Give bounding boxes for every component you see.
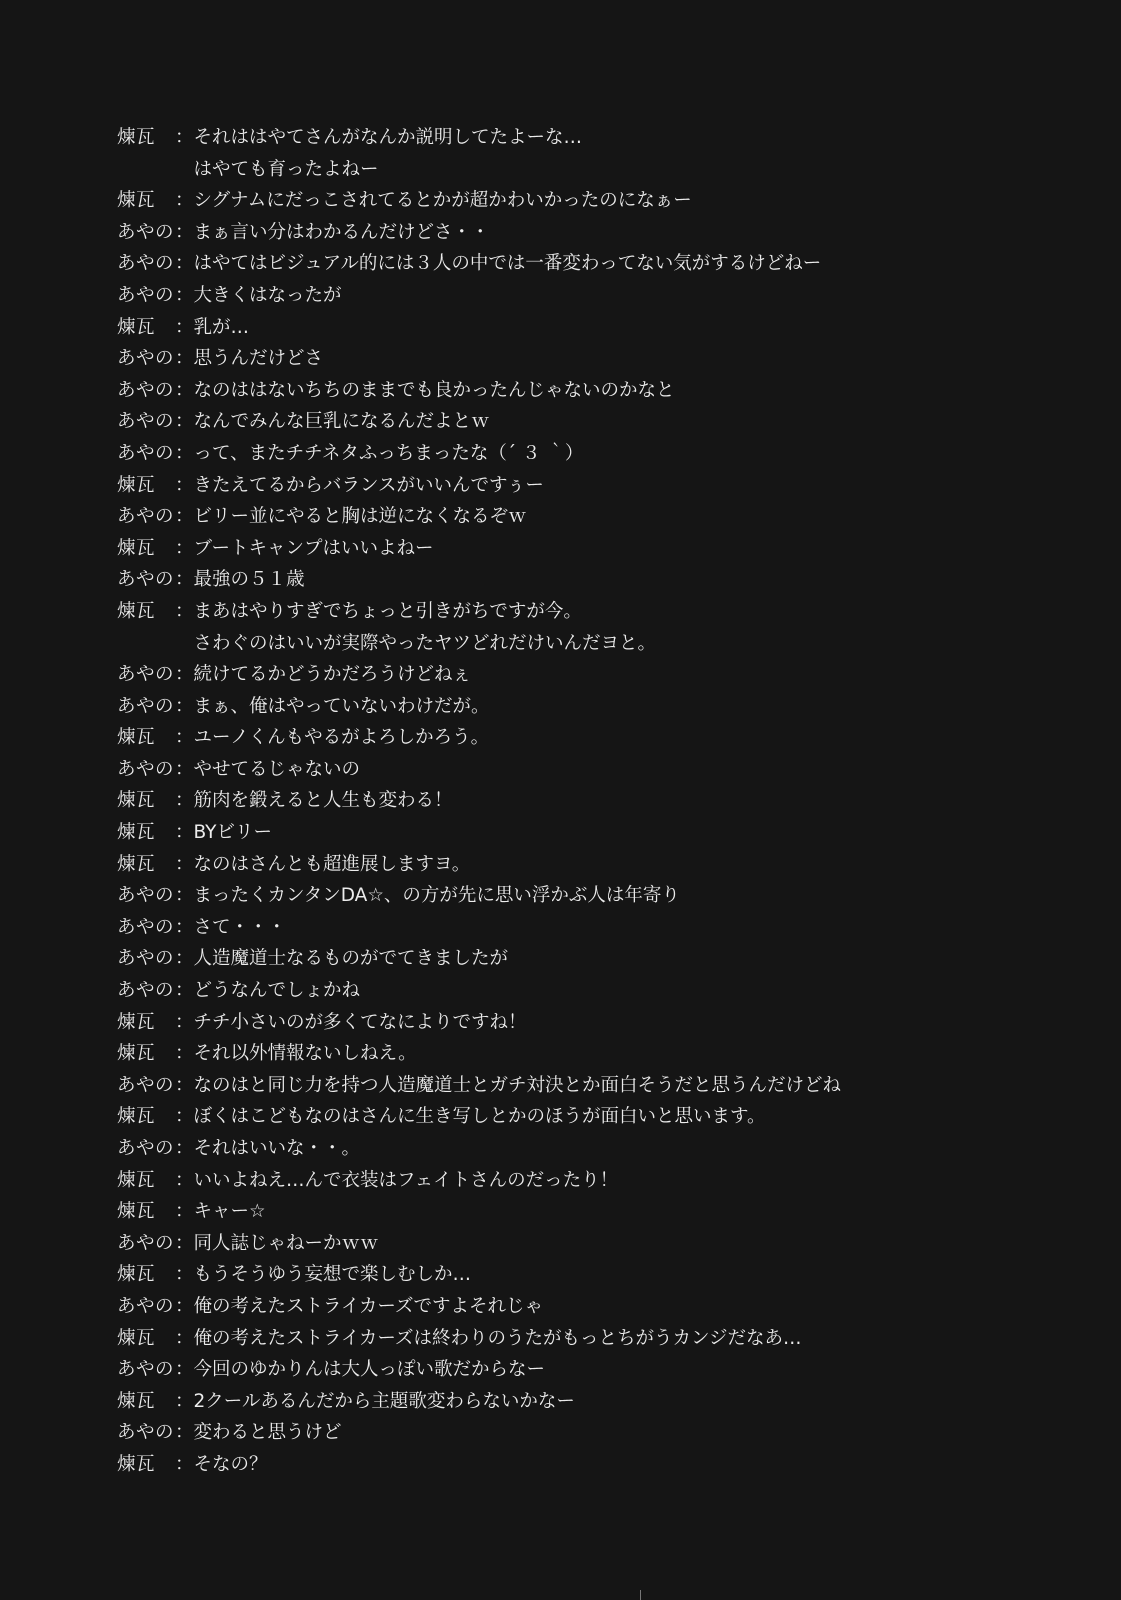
line-text: ：それはいいな・・。 [175, 1138, 361, 1159]
transcript-line [117, 438, 1017, 470]
speaker-name: あやの [117, 253, 175, 275]
line-text: ：筋肉を鍛えると人生も変わる！ [175, 790, 453, 812]
speaker-name: 煉瓦 [117, 127, 156, 148]
line-text: ：ぼくはこどもなのはさんに生き写しとかのほうが面白いと思います。 [175, 1106, 766, 1128]
line-text: ：どうなんでしょかね [175, 980, 361, 1002]
line-text: ：はやてはビジュアル的には３人の中では一番変わってない気がするけどねー [175, 253, 822, 275]
line-text: ：最強の５１歳 [175, 569, 305, 591]
chat-transcript [117, 122, 1017, 1481]
line-text: ：ブートキャンプはいいよねー [175, 537, 434, 559]
transcript-line [117, 406, 1017, 438]
speaker-name: 煉瓦 [117, 790, 156, 812]
speaker-name: あやの [117, 948, 175, 970]
speaker-name: あやの [117, 221, 175, 243]
speaker-name: あやの [117, 569, 175, 591]
transcript-line [117, 691, 1017, 723]
transcript-line [117, 185, 1017, 217]
speaker-name: あやの [117, 885, 175, 907]
speaker-name: 煉瓦 [117, 853, 156, 875]
transcript-line [117, 596, 1017, 628]
speaker-name: あやの [117, 1074, 175, 1096]
speaker-name: 煉瓦 [117, 1106, 156, 1128]
line-text: はやても育ったよねー [175, 158, 379, 180]
line-text: ：2クールあるんだから主題歌変わらないかなー [175, 1390, 575, 1412]
line-text: ：それ以外情報ないしねえ。 [175, 1043, 417, 1065]
transcript-line [117, 1070, 1017, 1102]
speaker-name: あやの [117, 664, 175, 686]
speaker-name: あやの [117, 411, 175, 433]
transcript-line [117, 1386, 1017, 1418]
transcript-line [117, 1038, 1017, 1070]
speaker-name: あやの [117, 695, 175, 717]
transcript-line [117, 375, 1017, 407]
transcript-line [117, 1449, 1017, 1481]
speaker-name: 煉瓦 [117, 1043, 156, 1065]
line-text: ：ビリー並にやると胸は逆になくなるぞｗ [175, 506, 527, 528]
speaker-name: あやの [117, 758, 175, 780]
line-text: ：もうそうゆう妄想で楽しむしか… [175, 1264, 472, 1286]
speaker-name: 煉瓦 [117, 600, 156, 622]
line-text: ：なのはさんとも超進展しますヨ。 [175, 853, 471, 875]
transcript-line [117, 248, 1017, 280]
speaker-name: 煉瓦 [117, 727, 156, 749]
line-text: ：シグナムにだっこされてるとかが超かわいかったのになぁー [175, 190, 692, 212]
transcript-line [117, 217, 1017, 249]
speaker-name: あやの [117, 284, 175, 306]
line-text: ：今回のゆかりんは大人っぽい歌だからなー [175, 1359, 546, 1381]
transcript-line [117, 943, 1017, 975]
line-text: ：まあはやりすぎでちょっと引きがちですが今。 [175, 600, 582, 622]
line-text: ：さて・・・ [175, 916, 287, 938]
speaker-name: 煉瓦 [117, 190, 156, 212]
speaker-name: 煉瓦 [117, 474, 156, 496]
line-text: ：俺の考えたストライカーズは終わりのうたがもっとちがうカンジだなあ… [175, 1327, 802, 1349]
transcript-line [117, 880, 1017, 912]
speaker-name: あやの [117, 1359, 175, 1381]
speaker-name: あやの [117, 1422, 175, 1444]
transcript-line [117, 1259, 1017, 1291]
line-text: ：ユーノくんもやるがよろしかろう。 [175, 727, 490, 749]
transcript-line [117, 1007, 1017, 1039]
line-text: ：同人誌じゃねーかｗｗ [175, 1232, 379, 1254]
transcript-line [117, 1354, 1017, 1386]
line-text: さわぐのはいいが実際やったヤツどれだけいんだヨと。 [175, 632, 657, 654]
transcript-line [117, 1417, 1017, 1449]
transcript-line [117, 754, 1017, 786]
speaker-name: 煉瓦 [117, 1390, 156, 1412]
transcript-line [117, 564, 1017, 596]
line-text: ：きたえてるからバランスがいいんですぅー [175, 474, 544, 496]
line-text: ：思うんだけどさ [175, 348, 324, 370]
line-text: ：まったくカンタンDA☆、の方が先に思い浮かぶ人は年寄り [175, 885, 680, 907]
speaker-name: あやの [117, 1138, 175, 1159]
line-text: ：続けてるかどうかだろうけどねぇ [175, 664, 472, 686]
transcript-line [117, 912, 1017, 944]
line-text: ：チチ小さいのが多くてなによりですね！ [175, 1011, 527, 1033]
speaker-name: 煉瓦 [117, 537, 156, 559]
transcript-line [117, 343, 1017, 375]
line-text: ：まぁ言い分はわかるんだけどさ・・ [175, 221, 490, 243]
line-text: ：やせてるじゃないの [175, 758, 361, 780]
transcript-line [117, 533, 1017, 565]
transcript-line [117, 470, 1017, 502]
speaker-name: 煉瓦 [117, 1264, 156, 1286]
transcript-line [117, 1133, 1017, 1165]
line-text: ：なんでみんな巨乳になるんだよとｗ [175, 411, 490, 433]
speaker-name: 煉瓦 [117, 316, 156, 338]
line-text: ：俺の考えたストライカーズですよそれじゃ [175, 1295, 543, 1317]
line-text: ：まぁ、俺はやっていないわけだが。 [175, 695, 490, 717]
speaker-name: あやの [117, 1232, 175, 1254]
line-text: ：乳が… [175, 316, 250, 338]
line-text: ：そなの？ [175, 1453, 268, 1475]
line-text: ：BYビリー [175, 822, 272, 844]
transcript-line [117, 122, 1017, 154]
transcript-line [117, 1101, 1017, 1133]
transcript-line [117, 1228, 1017, 1260]
line-text: ：それははやてさんがなんか説明してたよーな… [175, 127, 583, 148]
transcript-line [117, 1196, 1017, 1228]
transcript-line [117, 817, 1017, 849]
transcript-line [117, 849, 1017, 881]
transcript-line [117, 1165, 1017, 1197]
transcript-line [117, 975, 1017, 1007]
transcript-line [117, 785, 1017, 817]
speaker-name: 煉瓦 [117, 1169, 156, 1191]
speaker-name: あやの [117, 980, 175, 1002]
transcript-line [117, 722, 1017, 754]
line-text: ：なのはと同じ力を持つ人造魔道士とガチ対決とか面白そうだと思うんだけどね [175, 1074, 842, 1096]
speaker-name: 煉瓦 [117, 1011, 156, 1033]
speaker-name: あやの [117, 442, 175, 464]
speaker-name: 煉瓦 [117, 1201, 156, 1223]
line-text: ：なのははないちちのままでも良かったんじゃないのかなと [175, 379, 675, 401]
transcript-line [117, 1323, 1017, 1355]
transcript-line [117, 501, 1017, 533]
speaker-name: あやの [117, 348, 175, 370]
line-text: ：いいよねえ…んで衣装はフェイトさんのだったり！ [175, 1169, 619, 1191]
transcript-line [117, 280, 1017, 312]
transcript-line [117, 312, 1017, 344]
speaker-name: 煉瓦 [117, 1453, 156, 1475]
speaker-name: あやの [117, 379, 175, 401]
line-text: ：人造魔道士なるものがでてきましたが [175, 948, 509, 970]
transcript-line [117, 628, 1017, 660]
line-text: ：って、またチチネタふっちまったな（´ ３ ｀） [175, 442, 584, 464]
transcript-line [117, 154, 1017, 186]
transcript-line [117, 1291, 1017, 1323]
line-text: ：大きくはなったが [175, 284, 342, 306]
speaker-name: あやの [117, 1295, 175, 1317]
speaker-name: 煉瓦 [117, 822, 156, 844]
speaker-name: あやの [117, 916, 175, 938]
line-text: ：キャー☆ [175, 1201, 266, 1223]
speaker-name: あやの [117, 506, 175, 528]
line-text: ：変わると思うけど [175, 1422, 342, 1444]
page-crop-mark [640, 1590, 641, 1600]
transcript-line [117, 659, 1017, 691]
speaker-name: 煉瓦 [117, 1327, 156, 1349]
